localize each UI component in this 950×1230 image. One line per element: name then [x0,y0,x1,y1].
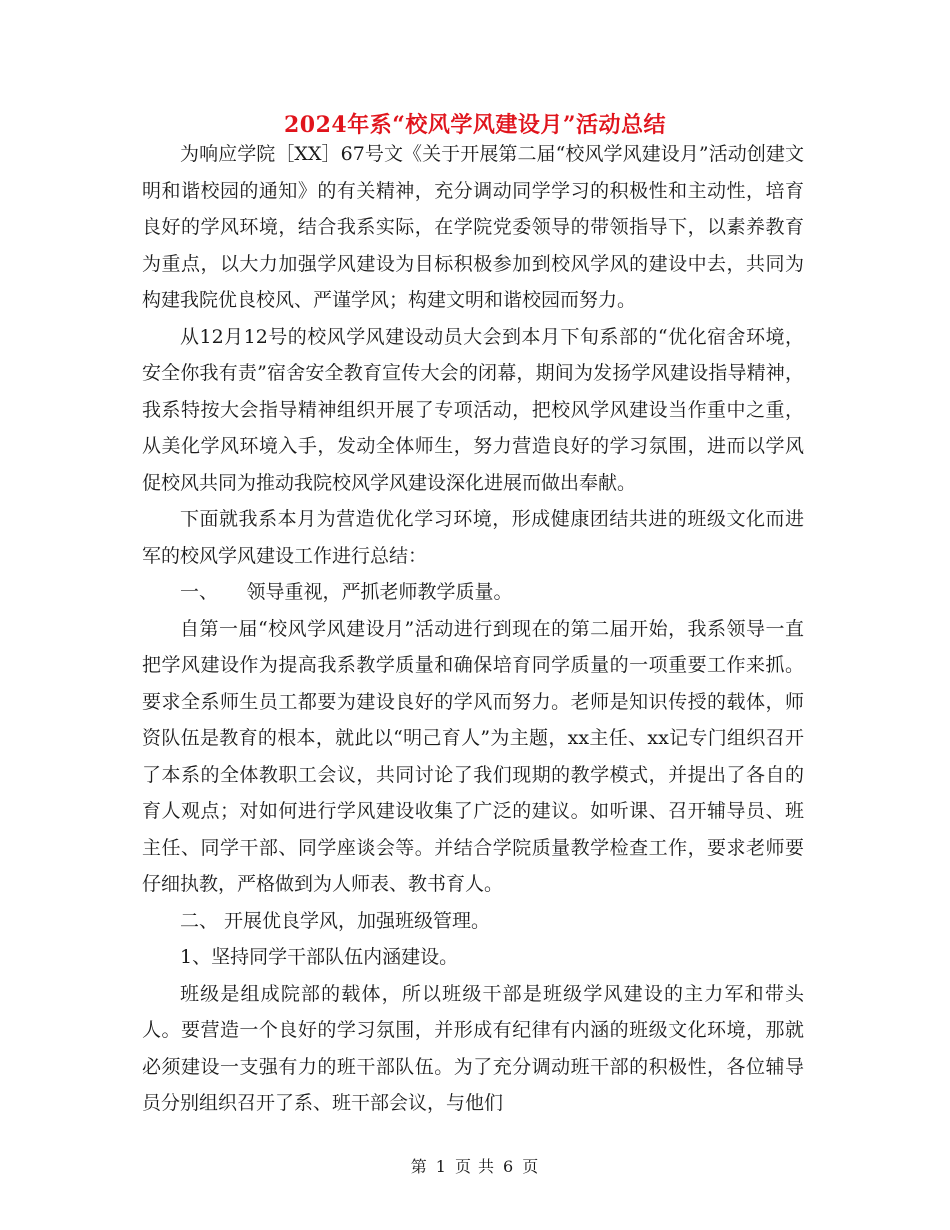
subsection-heading: 1、坚持同学干部队伍内涵建设。 [180,946,459,968]
paragraph: 为响应学院［XX］67号文《关于开展第二届“校风学风建设月”活动创建文明和谐校园的通知》的有关精神，充分调动同学学习的积极性和主动性，培育良好的学风环境，结合我系实际，在学院党委领导的带领指导下，以素养教育为重点，以大力加强学风建设为目标积极参加到校风学风的建设中去，共同为构建我院优良校风、严谨学风；构建文明和谐校园而努力。 [142,143,804,311]
section-heading: 二、 开展优良学风，加强班级管理。 [180,909,491,932]
paragraph: 班级是组成院部的载体，所以班级干部是班级学风建设的主力军和带头人。要营造一个良好的学习氛围，并形成有纪律有内涵的班级文化环境，那就必须建设一支强有力的班干部队伍。为了充分调动班干部的积极性，各位辅导员分别组织召开了系、班干部会议，与他们 [142,982,804,1114]
paragraph: 自第一届“校风学风建设月”活动进行到现在的第二届开始，我系领导一直把学风建设作为提高我系教学质量和确保培育同学质量的一项重要工作来抓。要求全系师生员工都要为建设良好的学风而努力。老师是知识传授的载体，师资队伍是教育的根本，就此以“明己育人”为主题，xx主任、xx记专门组织召开了本系的全体教职工会议，共同讨论了我们现期的教学模式，并提出了各自的育人观点；对如何进行学风建设收集了广泛的建议。如听课、召开辅导员、班主任、同学干部、同学座谈会等。并结合学院质量教学检查工作，要求老师要仔细执教，严格做到为人师表、教书育人。 [142,617,804,895]
footer-suffix: 页 [522,1157,540,1176]
page-footer [0,1154,950,1177]
footer-page-number: 1 [435,1157,447,1176]
footer-prefix: 第 [410,1157,428,1176]
document-body [142,136,804,1122]
footer-total-pages: 6 [503,1157,515,1176]
footer-mid: 页 共 [454,1157,496,1176]
paragraph: 从12月12号的校风学风建设动员大会到本月下旬系部的“优化宿舍环境，安全你我有责”宿舍安全教育宣传大会的闭幕，期间为发扬学风建设指导精神，我系特按大会指导精神组织开展了专项活动，把校风学风建设当作重中之重，从美化学风环境入手，发动全体师生，努力营造良好的学习氛围，进而以学风促校风共同为推动我院校风学风建设深化进展而做出奉献。 [142,325,804,494]
document-title: 2024年系“校风学风建设月”活动总结 [283,112,667,138]
section-heading: 一、 领导重视，严抓老师教学质量。 [180,581,513,603]
paragraph: 下面就我系本月为营造优化学习环境，形成健康团结共进的班级文化而进军的校风学风建设工作进行总结： [142,508,804,567]
